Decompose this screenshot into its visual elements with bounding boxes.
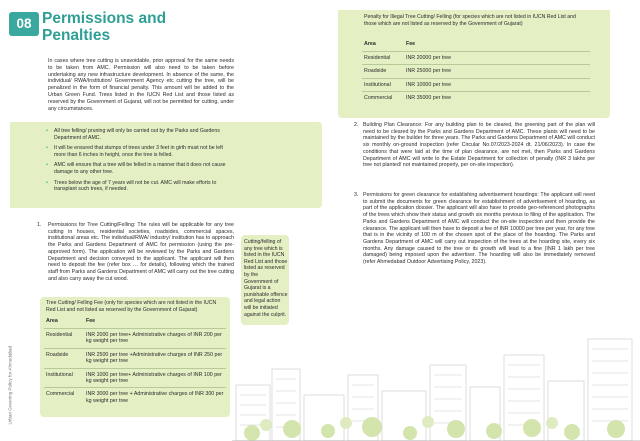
side-text-label: Urban Greening Policy for Ahmedabad: [7, 345, 13, 425]
fee-value-cell: INR 2000 per tree+ Administrative charges of INR 200 per kg weight per tree: [84, 329, 226, 349]
fee-value-cell: INR 2500 per tree +Administrative charges of INR 250 per kg weight per tree: [84, 348, 226, 368]
section-title-line1: Permissions and: [42, 10, 167, 27]
table-row: [362, 65, 590, 78]
table-row: [362, 92, 590, 105]
penalty-area-cell: Residential: [362, 52, 404, 65]
fee-table: [44, 315, 226, 407]
penalty-area-cell: Institutional: [362, 78, 404, 91]
penalty-value-cell: INR 10000 per tree: [404, 78, 590, 91]
bullet-item: • Trees below the age of 7 years will not be cut. AMC will make efforts to transplant such trees, if needed.: [46, 180, 232, 193]
bullet-item: • It will be ensured that stumps of trees under 3 feet in girth must not be left more than 6 inches in height, once the tree is felled.: [46, 145, 232, 158]
penalty-header-area: Area: [364, 41, 376, 47]
item-1-number: 1.: [37, 222, 42, 228]
section-title-line2: Penalties: [42, 27, 111, 44]
bullet-item: • AMC will ensure that a tree will be felled in a manner that it does not cause damage to any other tree.: [46, 162, 232, 175]
penalty-area-cell: Commercial: [362, 92, 404, 105]
callout-box: [241, 235, 289, 325]
table-row: [362, 78, 590, 91]
item-1-text: Permissions for Tree Cutting/Felling: The rules will be applicable for any tree cutting in houses, residential societies, roadsides, commercial spaces, institutional areas etc. The individual/RWA/ industry/ institution has to approach the Parks and Gardens Department of AMC for permission (using the pre-approved form). The application will be reviewed by the Parks and Gardens Department and decision conveyed to the applicant. The applicant will then need to deposit the fee (refer box … for details), following which the trained staff from Parks and Gardens Department of AMC will carry out the tree cutting and also carry away the cut wood.: [48, 222, 234, 282]
penalty-area-cell: Roadside: [362, 65, 404, 78]
item-2-number: 2.: [354, 122, 359, 128]
fee-header-area: Area: [46, 318, 58, 324]
city-skyline-illustration: [232, 325, 640, 441]
fee-area-cell: Roadside: [44, 348, 84, 368]
section-number-badge: 08: [9, 12, 39, 36]
item-2-text: Building Plan Clearance: For any building plan to be cleared, the greening part of the plan will need to be cleared by the Parks and Gardens Department of AMC. These plants will need to be maintained by the builder for three years. The Parks and Gardens Department of AMC will conduct six monthly on-ground inspection (refer Circular No.07/2023-2024 dt. 21/06/2023). In case the conditions that were laid at the time of plan clearance, are not met, then Parks and Gardens Department of AMC will write to the Estate Department for collection of penalty (INR 3 lakhs per tree not planted/ not maintained properly, per on-site inspection).: [363, 122, 595, 169]
table-row: [362, 52, 590, 65]
intro-paragraph: In cases where tree cutting is unavoidable, prior approval for the same needs to be taken from AMC. Permission will also need to be taken before undertaking any new infrastructure development. In absence of the same, the individual/ RWA/Institution/ Government Agency etc cutting the tree, will be penalized in the form of financial penalty. This amount will be added to the Urban Green Fund. Trees listed in the IUCN Red List and those listed as reserved by the Government of Gujarat, will not be permitted for cutting, under any circumstances.: [48, 58, 234, 112]
penalty-value-cell: INR 35000 per tree: [404, 92, 590, 105]
penalty-box: [338, 10, 610, 118]
item-3-number: 3.: [354, 192, 359, 198]
fee-area-cell: Institutional: [44, 368, 84, 388]
fee-area-cell: Commercial: [44, 388, 84, 407]
rules-bullet-list: [46, 128, 232, 197]
fee-header-fee: Fee: [86, 318, 96, 324]
section-title: [42, 10, 222, 44]
penalty-value-cell: INR 25000 per tree: [404, 65, 590, 78]
penalty-header-fee: Fee: [406, 41, 416, 47]
item-3-text: Permissions for green clearance for establishing advertisement hoardings: The applicant will need to submit the documents for green clearance for establishment of advertisement of hoarding, as part of the application dossier. The applicant will also have to provide geo-referenced photographs of the trees which show their status and growth six months previous to filing of the application. The Parks and Gardens Department of AMC will conduct the on-site inspection and then provide the clearance. The applicant will then have to deposit a fee of INR 10000 per tree per year, for any tree that is in the vicinity of 100 m of the chosen spot of the place of the hoarding. The Parks and Gardens Department of AMC will carry out inspection of the trees at the hoarding site, every six months. Any damage caused to the tree or its growth will lead to a fine (INR 1 lakh per tree damaged) being imposed upon the advertiser. The hoarding will also be immediately removed (refer Ahmedabad Outdoor Advertising Policy, 2023).: [363, 192, 595, 266]
fee-box: [40, 297, 230, 417]
table-row: [44, 348, 226, 368]
fee-value-cell: INR 1000 per tree+ Administrative charges of INR 100 per kg weight per tree: [84, 368, 226, 388]
fee-value-cell: INR 3000 per tree + Administrative charges of INR 300 per kg weight per tree: [84, 388, 226, 407]
fee-area-cell: Residential: [44, 329, 84, 349]
table-row: [44, 329, 226, 349]
penalty-box-title: Penalty for Illegal Tree Cutting/ Felling (for species which are not listed in IUCN Red List and those which are not listed as reserved by the Government of Gujarat): [364, 14, 576, 27]
penalty-value-cell: INR 20000 per tree: [404, 52, 590, 65]
penalty-table-header: [362, 38, 590, 52]
table-row: [44, 368, 226, 388]
bullet-item: • All tree felling/ pruning will only be carried out by the Parks and Gardens Department of AMC.: [46, 128, 232, 141]
fee-table-header: [44, 315, 226, 329]
side-running-header: [2, 310, 14, 430]
penalty-table: [362, 38, 590, 105]
fee-box-title: Tree Cutting/ Felling Fee (only for species which are not listed in the IUCN Red List and not listed as reserved by the Government of Gujarat): [46, 300, 217, 313]
table-row: [44, 388, 226, 407]
callout-text: Cutting/felling of any tree which is listed in the IUCN Red List and those listed as reserved by the Government of Gujarat is a punishable offence and legal action will be initiated against the culprit.: [244, 239, 288, 318]
